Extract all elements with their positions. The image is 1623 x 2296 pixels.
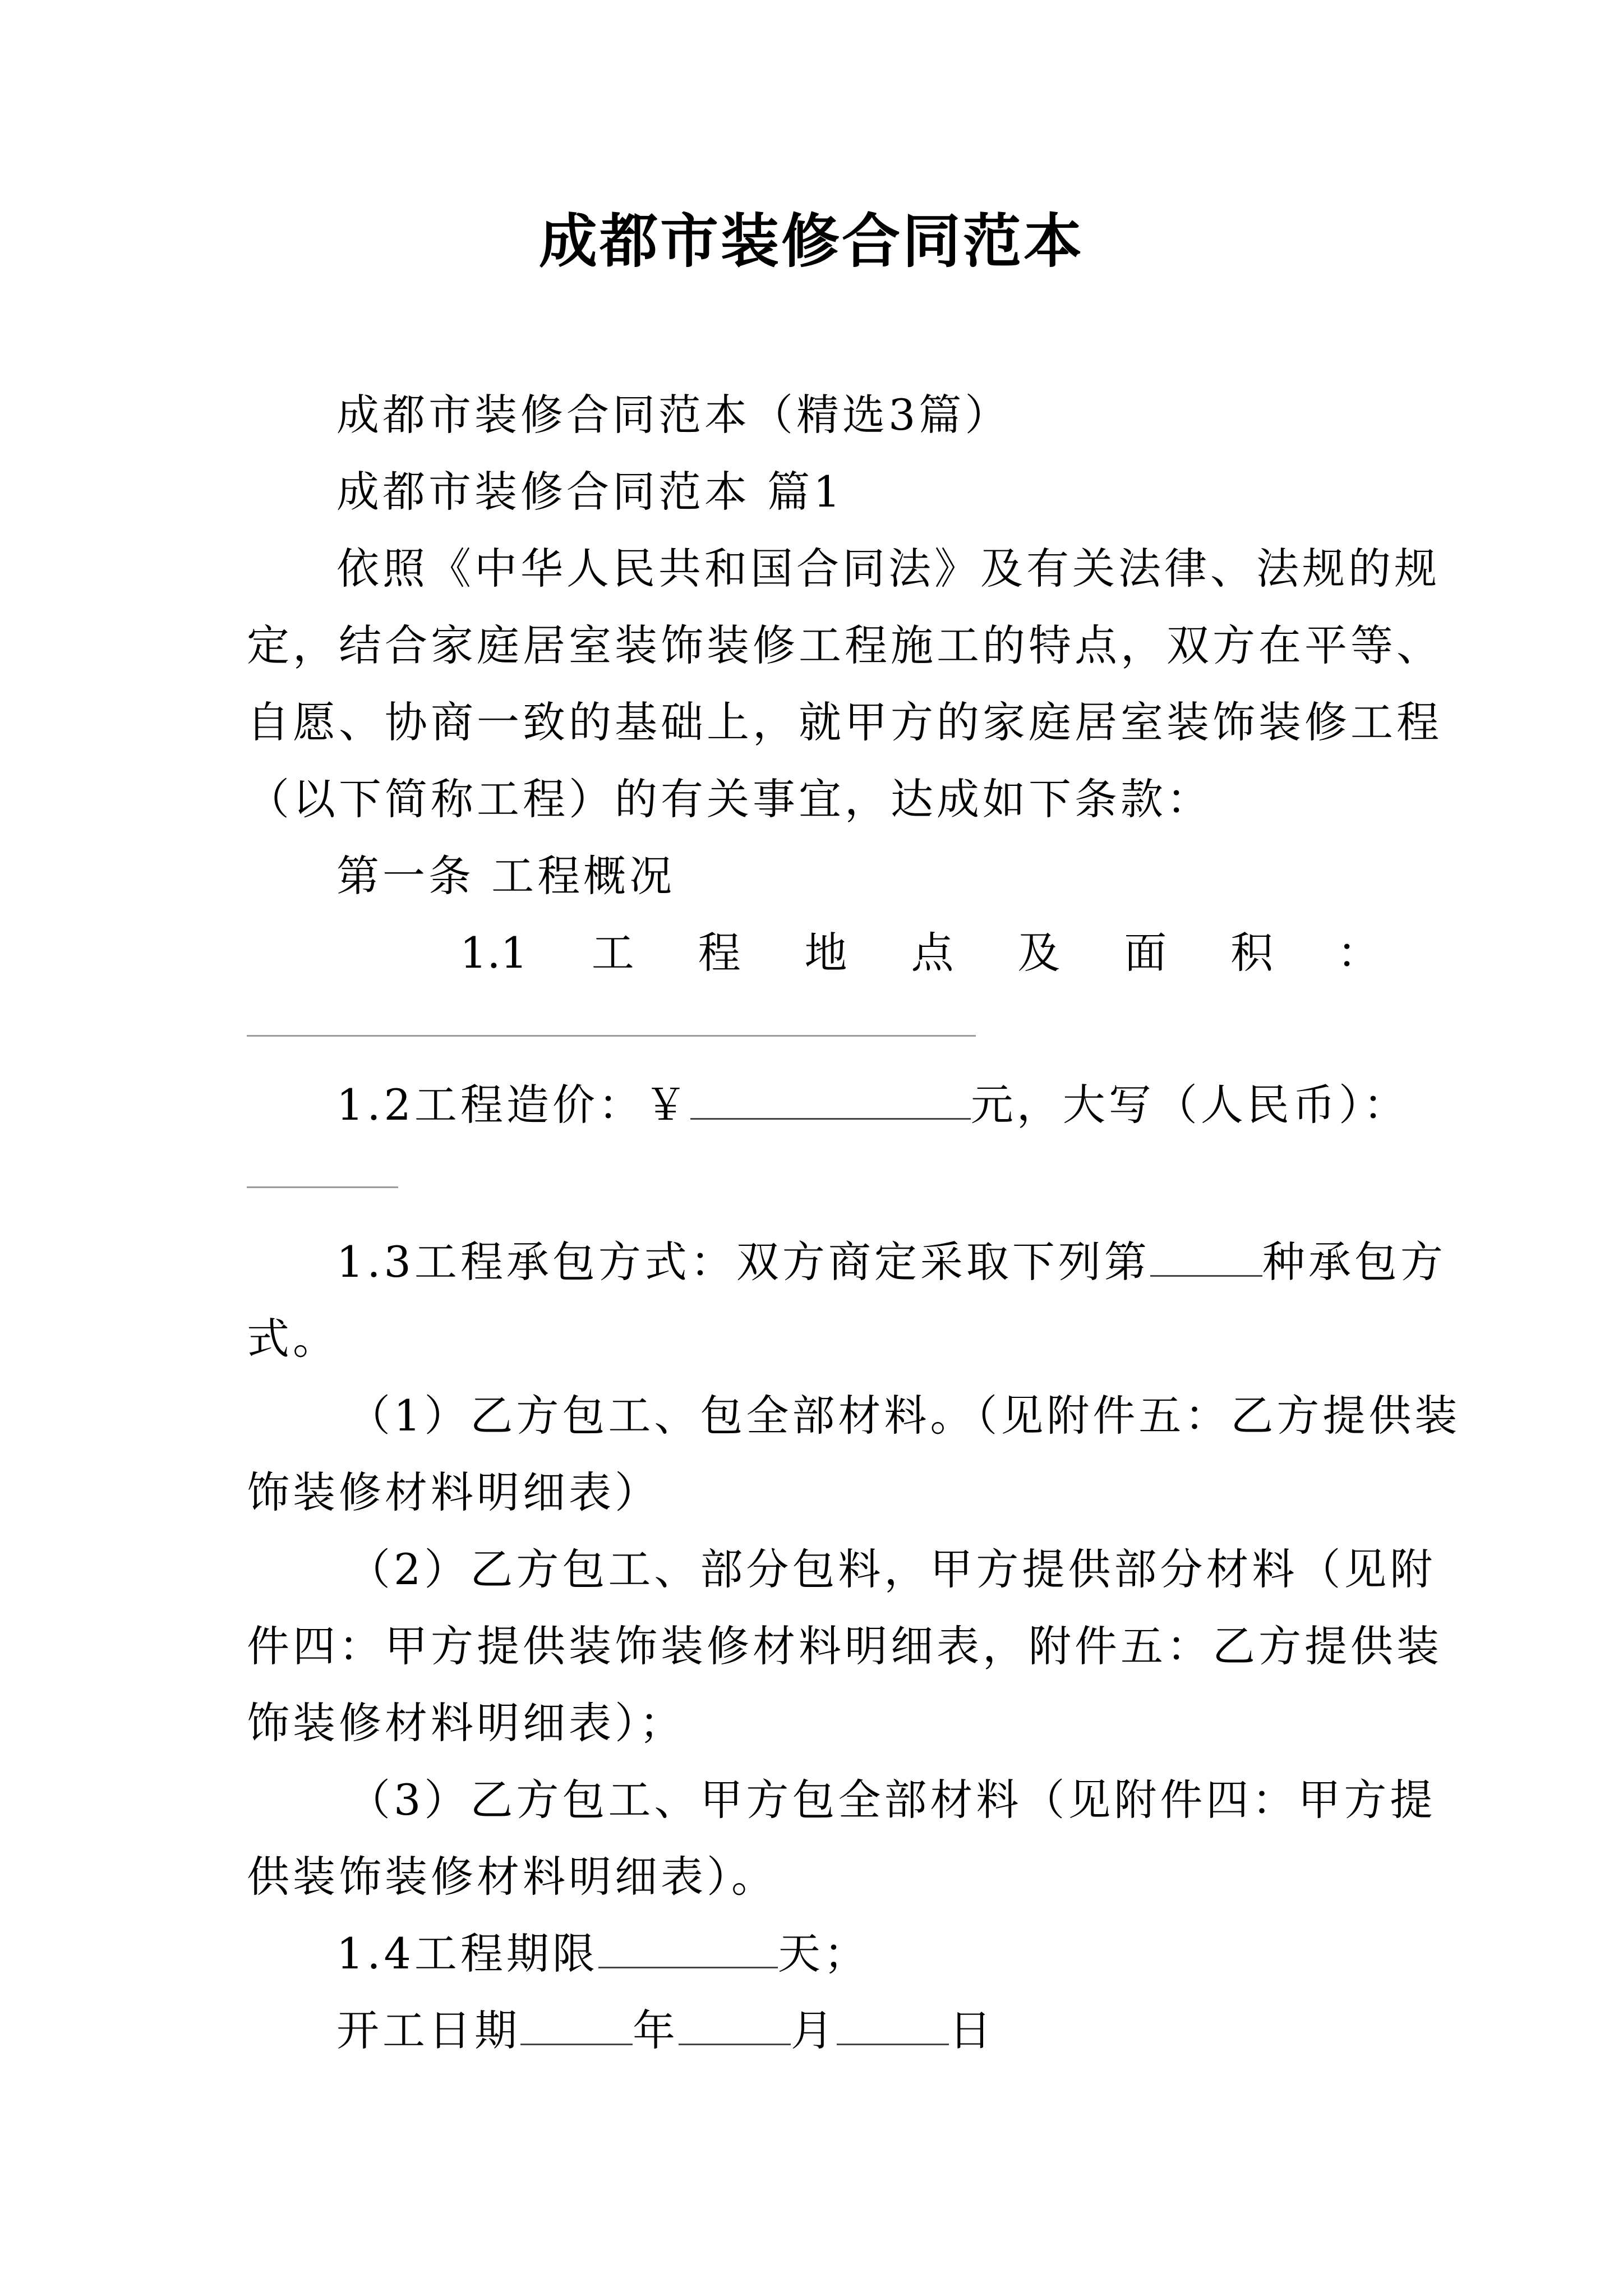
paragraph-line: 依照《中华人民共和国合同法》及有关法律、法规的规: [336, 544, 1440, 593]
spread-char: 工: [591, 928, 634, 978]
duration-line: [336, 1926, 1380, 1982]
spread-char: 及: [1017, 928, 1061, 978]
option-line: （3）乙方包工、甲方包全部材料（见附件四：甲方提: [348, 1775, 1436, 1825]
start-date-line: [336, 2003, 1380, 2059]
spread-char: 程: [698, 928, 741, 978]
spread-char: 1.1: [460, 928, 528, 978]
blank-underline: [837, 2004, 949, 2045]
blank-underline: [598, 1927, 778, 1968]
duration-suffix: 天；: [777, 1929, 870, 1978]
spread-char: ：: [1337, 928, 1380, 978]
paragraph-line: 自愿、协商一致的基础上，就甲方的家庭居室装饰装修工程: [247, 697, 1442, 747]
blank-underline: [247, 1186, 398, 1188]
subtitle-line: 成都市装修合同范本（精选3篇）: [336, 390, 1011, 440]
spread-char: 地: [804, 928, 847, 978]
day-label: 日: [949, 2005, 995, 2055]
method-label: 1.3工程承包方式：双方商定采取下列第: [336, 1237, 1150, 1287]
paragraph-line: 供装饰装修材料明细表）。: [247, 1852, 777, 1902]
price-suffix: 元，大写（人民币）：: [970, 1080, 1409, 1130]
duration-label: 1.4工程期限: [336, 1929, 598, 1978]
option-line: （1）乙方包工、包全部材料。（见附件五：乙方提供装: [348, 1391, 1461, 1441]
section-heading: 成都市装修合同范本 篇1: [336, 467, 844, 517]
blank-underline: [520, 2004, 633, 2045]
option-line: （2）乙方包工、部分包料，甲方提供部分材料（见附: [348, 1544, 1436, 1594]
spread-char: 积: [1230, 928, 1274, 978]
spread-char: 点: [911, 928, 954, 978]
blank-underline: [690, 1079, 971, 1120]
blank-underline: [1150, 1236, 1262, 1277]
paragraph-line: 饰装修材料明细表）: [247, 1467, 661, 1517]
start-date-label: 开工日期: [336, 2005, 520, 2055]
paragraph-line: （以下简称工程）的有关事宜，达成如下条款：: [247, 774, 1212, 824]
price-label: 1.2工程造价：￥: [336, 1080, 690, 1130]
year-label: 年: [633, 2005, 679, 2055]
month-label: 月: [791, 2005, 837, 2055]
page-title: 成都市装修合同范本: [538, 206, 1084, 275]
blank-underline: [679, 2004, 791, 2045]
paragraph-line: 定，结合家庭居室装饰装修工程施工的特点，双方在平等、: [247, 620, 1442, 670]
spread-line: [460, 925, 1380, 981]
method-suffix: 种承包方: [1262, 1237, 1446, 1287]
contract-method-line: [336, 1234, 1446, 1290]
paragraph-line: 式。: [247, 1314, 339, 1364]
price-line: [336, 1077, 1409, 1133]
spread-char: 面: [1124, 928, 1167, 978]
blank-underline: [247, 1035, 976, 1037]
article-heading: 第一条 工程概况: [336, 851, 676, 901]
paragraph-line: 件四：甲方提供装饰装修材料明细表，附件五：乙方提供装: [247, 1621, 1442, 1671]
paragraph-line: 饰装修材料明细表）；: [247, 1698, 685, 1748]
